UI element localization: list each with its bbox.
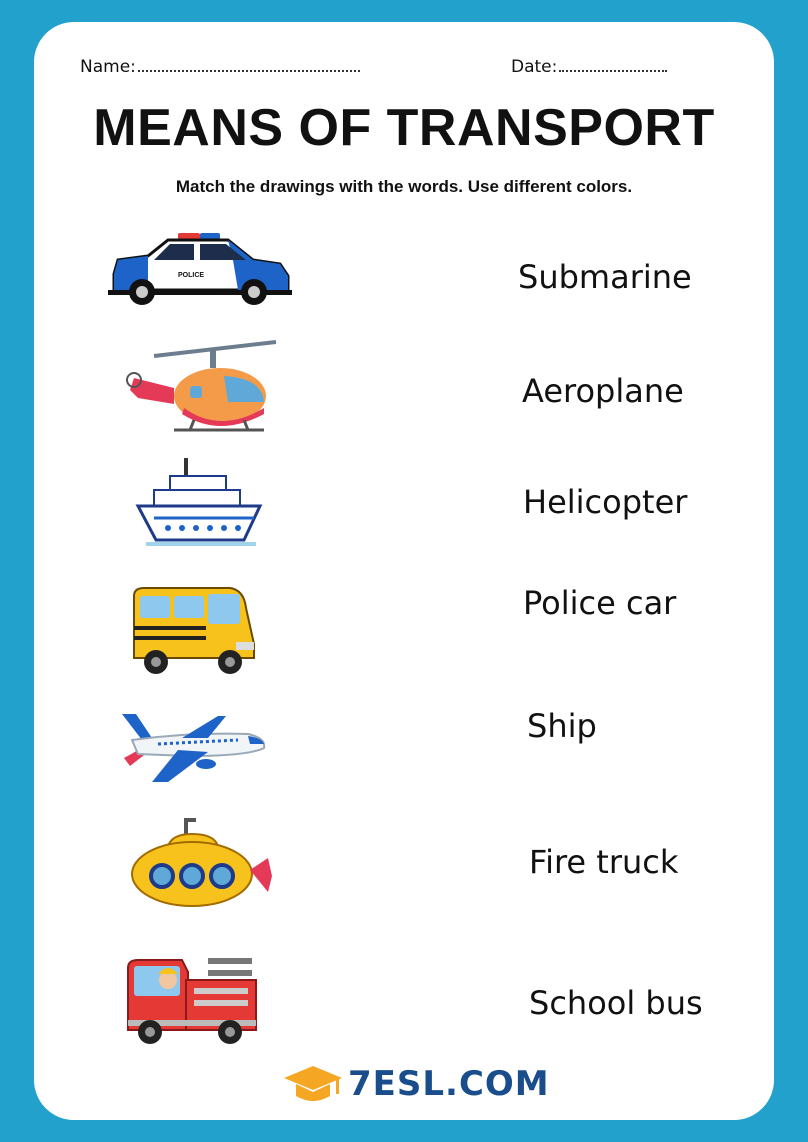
word-school-bus[interactable]: School bus — [529, 984, 703, 1022]
word-police-car[interactable]: Police car — [523, 584, 677, 622]
aeroplane-icon[interactable] — [118, 710, 268, 786]
school-bus-icon[interactable] — [126, 584, 260, 678]
name-blank-line[interactable] — [138, 58, 360, 72]
word-aeroplane[interactable]: Aeroplane — [522, 372, 684, 410]
name-field[interactable] — [80, 57, 360, 77]
fire-truck-icon[interactable] — [124, 950, 258, 1050]
graduation-cap-icon — [282, 1064, 344, 1104]
name-label: Name: — [80, 57, 136, 77]
word-submarine[interactable]: Submarine — [518, 258, 692, 296]
ship-icon[interactable] — [134, 456, 264, 548]
site-logo — [282, 1062, 550, 1106]
word-ship[interactable]: Ship — [527, 707, 597, 745]
police-car-icon[interactable] — [108, 230, 292, 308]
submarine-icon[interactable] — [128, 816, 274, 910]
word-helicopter[interactable]: Helicopter — [523, 483, 688, 521]
date-label: Date: — [511, 57, 558, 77]
date-field[interactable] — [511, 57, 667, 77]
logo-text: 7ESL.COM — [348, 1064, 550, 1104]
date-blank-line[interactable] — [559, 58, 667, 72]
helicopter-icon[interactable] — [124, 338, 280, 436]
page-title: MEANS OF TRANSPORT — [93, 99, 715, 157]
police-badge-text: POLICE — [178, 272, 205, 279]
instruction-text: Match the drawings with the words. Use different colors. — [175, 177, 633, 196]
word-fire-truck[interactable]: Fire truck — [529, 843, 679, 881]
